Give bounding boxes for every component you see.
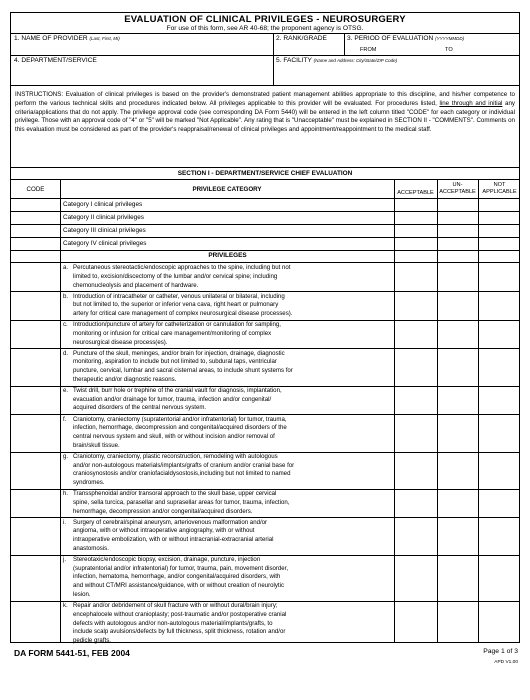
evaluation-form <box>10 12 520 643</box>
privilege-text-line: intraoperative embolization, with or without intracranial-extracranial arterial <box>73 536 274 544</box>
privilege-letter: b. <box>63 292 69 300</box>
privilege-text <box>73 490 391 516</box>
privilege-letter: c. <box>63 321 68 329</box>
privilege-text-line: puncture, cervical, lumbar and sacral cisternal areas, to include shunt systems for <box>73 367 293 375</box>
evaluation-period-label: 3. PERIOD OF EVALUATION <box>347 35 434 42</box>
privilege-text-line: therapeutic and/or diagnostic reasons. <box>73 375 177 383</box>
privilege-text-line: pedicle grafts. <box>73 637 111 644</box>
department-service-label: 4. DEPARTMENT/SERVICE <box>14 57 97 64</box>
privilege-text-line: (supratentorial and/or infratentorial) for tumor, trauma, pain, movement disorder, <box>73 564 289 572</box>
privilege-text-line: Craniotomy, craniectomy (supratentorial and/or infratentorial) for tumor, trauma, <box>73 415 287 423</box>
privilege-letter: j. <box>63 555 67 563</box>
privilege-text-line: hemorrhage, decompression and/or congenital/acquired disorders. <box>73 507 253 515</box>
privilege-text-line: acquired disorders of the central nervous system. <box>73 404 207 412</box>
provider-name-label: 1. NAME OF PROVIDER <box>14 35 88 42</box>
privilege-text-line: Puncture of the skull, meninges, and/or brain for injection, drainage, diagnostic <box>73 349 285 357</box>
privilege-text-line: monitoring, aspiration to include but not limited to, subdural taps, ventricular <box>73 358 277 366</box>
not-applicable-column-header: NOT APPLICABLE <box>482 182 517 195</box>
form-title: EVALUATION OF CLINICAL PRIVILEGES - NEUROSURGERY <box>124 14 406 25</box>
privilege-text <box>73 519 391 554</box>
privilege-text-line: encephalocele without cranioplasty; post-traumatic and/or postoperative cranial <box>73 610 287 618</box>
privilege-row <box>61 264 394 290</box>
privilege-letter: d. <box>63 349 69 357</box>
privilege-text-line: monitoring or infusion for critical care management/monitoring of complex <box>73 329 272 337</box>
privilege-text <box>73 321 391 347</box>
privilege-text-line: chemonucleolysis and placement of hardware. <box>73 281 199 289</box>
form-subtitle: For use of this form, see AR 40-68; the proponent agency is OTSG. <box>166 25 364 32</box>
category-row: Category II clinical privileges <box>63 214 144 221</box>
code-column-header: CODE <box>26 186 45 193</box>
privilege-row <box>61 387 394 413</box>
privilege-text-line: but not limited to, the superior or inferior vena cava, right heart or pulmonary <box>73 301 279 309</box>
privilege-letter: g. <box>63 452 69 460</box>
privilege-text-line: Introduction of intracatheter or catheter, venous unilateral or bilateral, including <box>73 292 285 300</box>
rank-grade-label: 2. RANK/GRADE <box>276 35 327 42</box>
category-row: Category I clinical privileges <box>63 201 143 208</box>
instructions-underlined: line through and initial <box>439 99 503 107</box>
privilege-text-line: infection, hematoma, hemorrhage, and/or congenital/acquired disorders, with <box>73 573 281 581</box>
privilege-text <box>73 387 391 413</box>
privilege-row <box>61 416 394 451</box>
privilege-text-line: infection, hemorrhage, decompression and congenital/acquired disorders of the <box>73 424 287 432</box>
privilege-category-column-header: PRIVILEGE CATEGORY <box>192 186 262 193</box>
privilege-text-line: and/or non-autologous materials/implants/grafts of cranium and/or cranial base for <box>73 461 295 469</box>
category-row: Category IV clinical privileges <box>63 240 147 247</box>
facility-label: 5. FACILITY <box>276 57 312 64</box>
acceptable-column-header: ACCEPTABLE <box>397 190 434 196</box>
privilege-text-line: angioma, with or without intraoperative angiography, with or without <box>73 527 255 535</box>
privilege-row <box>61 453 394 488</box>
privilege-letter: k. <box>63 602 68 609</box>
privilege-text <box>73 264 391 290</box>
privilege-text <box>73 293 391 319</box>
privileges-header: PRIVILEGES <box>208 252 247 259</box>
department-service-field[interactable] <box>14 57 97 64</box>
privilege-letter: f. <box>63 415 67 423</box>
privilege-text-line: Repair and/or debridement of skull fracture with or without dural/brain injury; <box>73 602 278 609</box>
privilege-row <box>61 321 394 347</box>
evaluation-period-field[interactable] <box>347 35 464 42</box>
privilege-text <box>73 556 391 600</box>
privilege-text-line: Surgery of cerebral/spinal aneurysm, arteriovenous malformation and/or <box>73 518 268 526</box>
privilege-row <box>61 350 394 385</box>
privilege-text-line: artery for critical care management of complex neurosurgical disease processes). <box>73 310 293 318</box>
privilege-row <box>61 519 394 554</box>
privilege-row <box>61 293 394 319</box>
form-identifier: DA FORM 5441-51, FEB 2004 <box>14 648 130 658</box>
period-to-label: TO <box>445 47 453 53</box>
page-number: Page 1 of 3 <box>483 648 518 655</box>
evaluation-period-hint: (YYYYMMDD) <box>435 36 465 41</box>
privilege-text-line: limited to, excision/discectomy of the lumbar and/or cervical spine; including <box>73 272 278 280</box>
privilege-text-line: defects with autologous and/or non-autologous material/implants/grafts, to <box>73 619 273 627</box>
privilege-text-line: lesion. <box>73 590 91 598</box>
privilege-text-line: central nervous system and skull, with or without incision and/or removal of <box>73 433 275 440</box>
privilege-text-line: Introduction/puncture of artery for catheterization or cannulation for sampling, <box>73 321 281 329</box>
unacceptable-column-header: UN- ACCEPTABLE <box>439 182 476 195</box>
rank-grade-field[interactable] <box>276 35 327 42</box>
privilege-text-line: Stereotaxic/endoscopic biopsy, excision, drainage, puncture, injection <box>73 555 261 563</box>
privilege-text-line: Craniotomy, craniectomy, plastic reconstruction, remodeling with autologous <box>73 452 278 460</box>
provider-name-hint: (Last, First, MI) <box>89 36 120 41</box>
privilege-letter: h. <box>63 490 69 498</box>
privilege-text-line: spine, sella turcica, parasellar and suprasellar areas for tumor, trauma, infection, <box>73 498 290 506</box>
privilege-text-line: Transsphenoidal and/or transoral approach to the skull base, upper cervical <box>73 490 277 498</box>
privilege-row <box>61 490 394 516</box>
facility-hint: (Name and Address: City/State/ZIP Code) <box>313 58 398 63</box>
category-row: Category III clinical privileges <box>63 227 146 234</box>
facility-field[interactable] <box>276 57 397 64</box>
privilege-letter: e. <box>63 386 69 394</box>
privilege-text <box>73 416 391 451</box>
apd-version: APD V1.00 <box>494 660 518 665</box>
privilege-letter: a. <box>63 264 69 271</box>
privilege-text-line: include scalp avulsions/defects by full thickness, split thickness, rotation and/or <box>73 628 286 636</box>
privilege-text-line: brain/skull tissue. <box>73 441 120 449</box>
period-from-label: FROM <box>360 47 377 53</box>
privilege-letter: i. <box>63 518 67 526</box>
privilege-text-line: Percutaneous stereotactic/endoscopic approaches to the spine, including but not <box>73 264 291 271</box>
privilege-text-line: evacuation and/or drainage for tumor, trauma, infection and/or congenital/ <box>73 395 272 403</box>
privilege-text <box>73 602 391 646</box>
privilege-text-line: anastomosis. <box>73 544 109 552</box>
provider-name-field[interactable] <box>14 35 120 42</box>
privilege-text-line: Twist drill, burr hole or trephine of the cranial vault for diagnosis, implantation, <box>73 386 282 394</box>
privilege-row <box>61 602 394 646</box>
privilege-text-line: craniosynostosis and/or craniofacialdysostosis,including but not limited to named <box>73 470 291 478</box>
instructions-text: INSTRUCTIONS: Evaluation of clinical privileges is based on the provider's demonstrated patient management abilities appropriate to this discipline, and his/her competence to perform the various technical skills and procedures indicated below. All privileges applicable to this provider will be evaluated. For procedures listed, line through and initial any criteria/applications that do not apply. The privilege approval code (see corresponding DA Form 5440) will be entered in the left column titled "CODE" for each category or individual privilege. Those with an approval code of "4" or "5" will be marked "Not Applicable". Any rating that is "Unacceptable" must be explained in SECTION II - "COMMENTS". Comments on this evaluation must be considered as part of the provider's reappraisal/renewal of clinical privileges and appointment/reappointment to the medical staff. <box>15 91 516 134</box>
privilege-text-line: and without CT/MRI assistance/guidance, with or without creation of neurolytic <box>73 582 285 590</box>
privilege-row <box>61 556 394 600</box>
privilege-text <box>73 350 391 385</box>
privilege-text-line: neurosurgical disease process(es). <box>73 338 168 346</box>
privilege-text <box>73 453 391 488</box>
section-1-title: SECTION I - DEPARTMENT/SERVICE CHIEF EVALUATION <box>177 170 353 177</box>
privilege-text-line: syndromes. <box>73 479 105 487</box>
